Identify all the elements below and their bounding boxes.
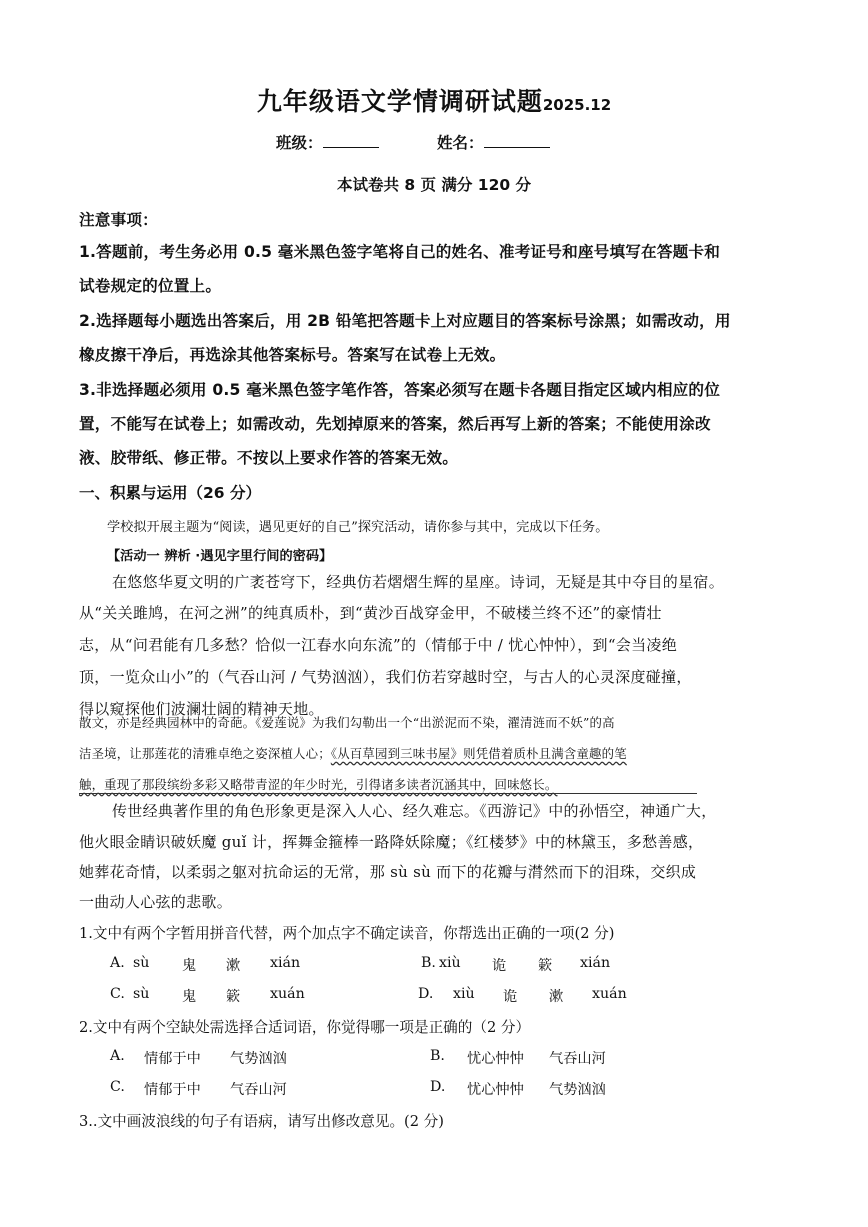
name-field [437, 131, 550, 153]
option-part: 气吞山河 [230, 1082, 287, 1098]
option-part: 漱 [226, 958, 241, 974]
notice-line: 2.选择题每小题选出答案后，用 2B 铅笔把答题卡上对应题目的答案标号涂黑；如需改动，用 [79, 312, 731, 330]
class-field [276, 131, 379, 153]
wavy-underlined-sentence: 《从百草园到三味书屋》则凭借着质朴且满含童趣的笔 [330, 746, 627, 761]
notice-line: 1.答题前，考生务必用 0.5 毫米黑色签字笔将自己的姓名、准考证号和座号填写在答题卡和 [79, 243, 721, 261]
option-letter: C. [110, 986, 125, 1002]
paragraph-segment: 洁圣境，让那莲花的清雅卓绝之姿深植人心； [79, 746, 331, 761]
option-part: xián [270, 955, 301, 971]
section-intro: 学校拟开展主题为“阅读，遇见更好的自己”探究活动，请你参与其中，完成以下任务。 [107, 520, 609, 535]
name-label: 姓名： [437, 134, 484, 152]
option-part: 忧心忡忡 [467, 1082, 524, 1098]
paragraph-line: 她葬花奇情，以柔弱之躯对抗命运的无常，那 sù sù 而下的花瓣与潸然而下的泪珠，交织成 [79, 863, 697, 881]
option-part: 鬼 [182, 958, 197, 974]
option-letter: B. [421, 955, 436, 971]
option-part: xuán [270, 986, 305, 1002]
notice-line: 3.非选择题必须用 0.5 毫米黑色签字笔作答，答案必须写在题卡各题目指定区域内相应的位 [79, 381, 721, 399]
option-letter: D. [430, 1079, 446, 1095]
wavy-underlined-sentence: 触，重现了那段缤纷多彩又略带青涩的年少时光，引得诸多读者沉涵其中，回味悠长。 [79, 777, 558, 792]
paragraph-line [79, 775, 557, 793]
notice-line: 橡皮擦干净后，再选涂其他答案标号。答案写在试卷上无效。 [79, 346, 506, 364]
paragraph-line: 从“关关雎鸠，在河之洲”的纯真质朴，到“黄沙百战穿金甲，不破楼兰终不还”的豪情壮 [79, 604, 662, 622]
option-part: 情郁于中 [144, 1082, 201, 1098]
exam-title: 九年级语文学情调研试题 [256, 87, 543, 116]
option-part: xiù [453, 986, 475, 1002]
paragraph-line: 散文，亦是经典园林中的奇葩。《爱莲说》为我们勾勒出一个“出淤泥而不染，濯清涟而不妖”的高 [79, 715, 615, 730]
option-part: xiù [439, 955, 461, 971]
option-letter: A. [110, 1048, 125, 1064]
paragraph-line: 得以窥探他们波澜壮阔的精神天地。 [79, 700, 324, 718]
exam-date: 2025.12 [542, 96, 612, 114]
notice-line: 试卷规定的位置上。 [79, 277, 222, 295]
section-heading: 一、积累与运用（26 分） [79, 484, 261, 502]
option-part: sù [133, 986, 150, 1002]
class-label: 班级： [276, 134, 323, 152]
question-stem: 1.文中有两个字暂用拼音代替，两个加点字不确定读音，你帮选出正确的一项(2 分) [79, 925, 615, 942]
question-stem: 3..文中画波浪线的句子有语病，请写出修改意见。(2 分) [79, 1113, 444, 1130]
option-part: 情郁于中 [144, 1051, 201, 1067]
paragraph-line: 志，从“问君能有几多愁？恰似一江春水向东流”的（情郁于中 / 忧心忡忡），到“会当凌绝 [79, 636, 677, 654]
option-part: sù [133, 955, 150, 971]
option-part: 气势汹汹 [230, 1051, 287, 1067]
option-part: 漱 [549, 989, 564, 1005]
option-letter: A. [110, 955, 125, 971]
option-part: 簌 [538, 958, 553, 974]
underline-rule [79, 793, 697, 794]
paragraph-line: 顶，一览众山小”的（气吞山河 / 气势汹汹），我们仿若穿越时空，与古人的心灵深度碰撞， [79, 668, 692, 686]
notice-line: 液、胶带纸、修正带。不按以上要求作答的答案无效。 [79, 449, 459, 467]
paragraph-line: 他火眼金睛识破妖魔 guǐ 计，挥舞金箍棒一路降妖除魔；《红楼梦》中的林黛玉，多愁善感， [79, 833, 704, 851]
paragraph-line: 一曲动人心弦的悲歌。 [79, 893, 233, 911]
option-letter: B. [430, 1048, 445, 1064]
exam-meta: 本试卷共 8 页 满分 120 分 [336, 176, 532, 194]
paragraph-line: 传世经典著作里的角色形象更是深入人心、经久难忘。《西游记》中的孙悟空，神通广大， [112, 802, 717, 820]
option-letter: D. [418, 986, 434, 1002]
option-part: 诡 [503, 989, 518, 1005]
name-blank[interactable] [484, 133, 550, 148]
option-part: 忧心忡忡 [467, 1051, 524, 1067]
class-blank[interactable] [323, 133, 379, 148]
option-part: 簌 [226, 989, 241, 1005]
notice-line: 置，不能写在试卷上；如需改动，先划掉原来的答案，然后再写上新的答案；不能使用涂改 [79, 415, 711, 433]
option-part: 气吞山河 [549, 1051, 606, 1067]
option-part: 鬼 [182, 989, 197, 1005]
option-part: 诡 [492, 958, 507, 974]
activity-heading: 【活动一 辨析 ·遇见字里行间的密码】 [107, 549, 333, 564]
paragraph-line [79, 744, 627, 762]
paragraph-line: 在悠悠华夏文明的广袤苍穹下，经典仿若熠熠生辉的星座。诗词，无疑是其中夺目的星宿。 [112, 573, 725, 591]
option-part: xuán [592, 986, 627, 1002]
question-stem: 2.文中有两个空缺处需选择合适词语，你觉得哪一项是正确的（2 分） [79, 1019, 531, 1036]
option-letter: C. [110, 1079, 125, 1095]
option-part: xián [580, 955, 611, 971]
notice-heading: 注意事项： [79, 211, 158, 229]
exam-header [0, 82, 868, 118]
option-part: 气势汹汹 [549, 1082, 606, 1098]
